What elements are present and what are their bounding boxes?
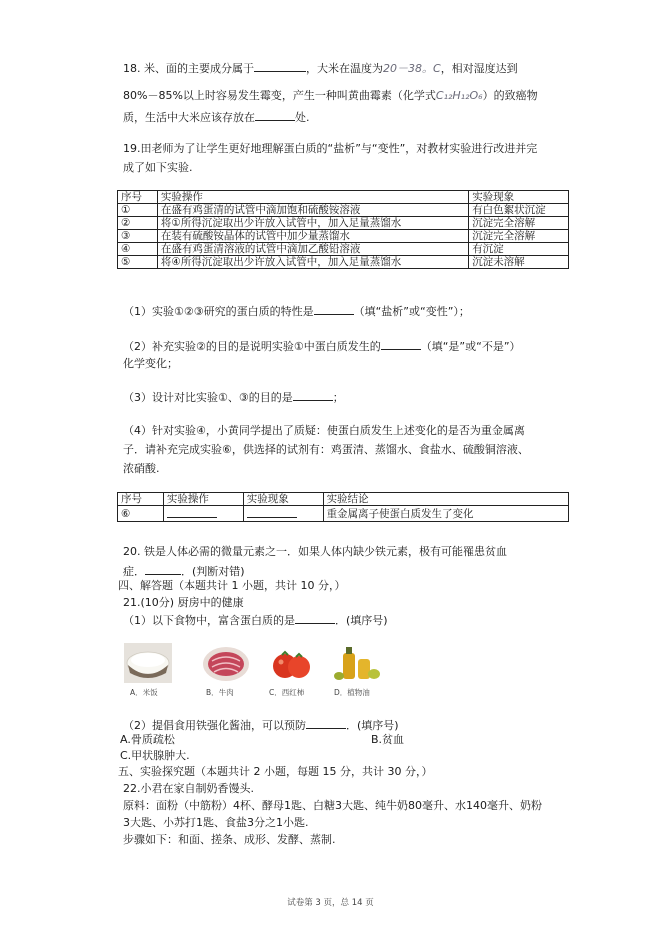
- q19-text: （填“是”或“不是”）: [420, 340, 521, 353]
- q22-title: 22.小君在家自制奶香馒头.: [123, 782, 254, 795]
- q19-sub-4-line-1: （4）针对实验④，小黄同学提出了质疑：使蛋白质发生上述变化的是否为重金属离: [123, 424, 525, 437]
- q20-line-2: [123, 563, 245, 579]
- q22-materials-1: 原料：面粉（中筋粉）4杯、酵母1匙、白糖3大匙、纯牛奶80毫升、水140毫升、奶粉: [123, 799, 542, 812]
- q19-text: （3）设计对比实验①、③的目的是: [123, 391, 293, 404]
- table-cell-blank[interactable]: [243, 506, 323, 522]
- q21-title: 21.(10分) 厨房中的健康: [123, 596, 244, 609]
- q19-intro-1: 19.田老师为了让学生更好地理解蛋白质的“盐析”与“变性”，对教材实验进行改进并完: [123, 142, 538, 155]
- q19-text: （1）实验①②③研究的蛋白质的特性是: [123, 305, 314, 318]
- q21-text: （1）以下食物中，富含蛋白质的是: [123, 614, 295, 627]
- table-cell: 重金属离子使蛋白质发生了变化: [323, 506, 568, 522]
- q19-blank-3[interactable]: [293, 389, 333, 401]
- table-cell: 沉淀未溶解: [469, 256, 569, 269]
- q18-text: 18. 米、面的主要成分属于: [123, 62, 254, 75]
- table-cell: 沉淀完全溶解: [469, 230, 569, 243]
- table-cell: 沉淀完全溶解: [469, 217, 569, 230]
- vegetable-oil-image: [333, 643, 381, 683]
- q21-text: （2）提倡食用铁强化酱油，可以预防: [123, 719, 306, 732]
- table-row: [118, 256, 569, 269]
- q21-option-a: A.骨质疏松: [120, 733, 175, 746]
- q21-sub-2: [123, 717, 399, 733]
- table-cell: 有白色絮状沉淀: [469, 204, 569, 217]
- table-row: [118, 243, 569, 256]
- q18-line-3: [123, 109, 310, 125]
- table-cell-blank[interactable]: [163, 506, 243, 522]
- q19-sub-2-cont: 化学变化；: [123, 357, 178, 370]
- q19-text: （填“盐析”或“变性”）；: [353, 305, 470, 318]
- table-cell: ①: [118, 204, 158, 217]
- table-header-row: [118, 191, 569, 204]
- q19-blank-1[interactable]: [314, 303, 354, 315]
- q22-steps: 步骤如下：和面、搓条、成形、发酵、蒸制.: [123, 833, 336, 846]
- tomato-image: [268, 643, 316, 683]
- q21-text: ．(填序号): [346, 719, 399, 732]
- q19-sub-3: [123, 389, 344, 405]
- q19-supplement-table: [117, 492, 569, 522]
- q21-sub-1: [123, 612, 388, 628]
- table-row: [118, 217, 569, 230]
- table-cell: ⑤: [118, 256, 158, 269]
- answer-blank[interactable]: [167, 506, 217, 518]
- food-caption: B．牛肉: [206, 688, 234, 697]
- table-header: 实验结论: [323, 493, 568, 506]
- table-cell: 有沉淀: [469, 243, 569, 256]
- table-cell: 将④所得沉淀取出少许放入试管中，加入足量蒸馏水: [157, 256, 468, 269]
- q21-blank-1[interactable]: [295, 612, 335, 624]
- q18-temp: 20－38: [383, 62, 422, 75]
- table-cell: ②: [118, 217, 158, 230]
- table-row: [118, 204, 569, 217]
- table-header: 实验操作: [157, 191, 468, 204]
- q21-option-c: C.甲状腺肿大.: [120, 749, 190, 762]
- table-header: 序号: [118, 191, 158, 204]
- q18-text: 质，生活中大米应该存放在: [123, 111, 255, 124]
- q18-text: ）的致癌物: [482, 89, 538, 102]
- q21-option-b: B.贫血: [371, 733, 405, 746]
- food-caption: A．米饭: [130, 688, 158, 697]
- table-cell: 在盛有鸡蛋清的试管中滴加饱和硫酸铵溶液: [157, 204, 468, 217]
- q18-text: ，大米在温度为: [306, 62, 383, 75]
- q19-sub-4-line-3: 浓硝酸.: [123, 462, 160, 475]
- q18-blank-1[interactable]: [254, 60, 306, 72]
- table-cell: 将①所得沉淀取出少许放入试管中，加入足量蒸馏水: [157, 217, 468, 230]
- q20-line-1: 20. 铁是人体必需的微量元素之一．如果人体内缺少铁元素，极有可能罹患贫血: [123, 545, 507, 558]
- q18-formula: C₁₂H₁₂O₆: [435, 89, 483, 102]
- q20-blank[interactable]: [145, 563, 181, 575]
- table-header: 实验现象: [243, 493, 323, 506]
- table-cell: 在盛有鸡蛋清溶液的试管中滴加乙酸铅溶液: [157, 243, 468, 256]
- q19-sub-4-line-2: 子．请补充完成实验⑥，供选择的试剂有：鸡蛋清、蒸馏水、食盐水、硫酸铜溶液、: [123, 443, 529, 456]
- table-cell: ③: [118, 230, 158, 243]
- table-header: 实验现象: [469, 191, 569, 204]
- q21-text: ．(填序号): [335, 614, 388, 627]
- q18-blank-2[interactable]: [255, 109, 295, 121]
- q19-sub-2: [123, 338, 521, 354]
- table-cell: 在装有硫酸铵晶体的试管中加少量蒸馏水: [157, 230, 468, 243]
- table-cell: ④: [118, 243, 158, 256]
- section-5-heading: 五、实验探究题（本题共计 2 小题，每题 15 分，共计 30 分，）: [118, 765, 433, 778]
- q19-sub-1: [123, 303, 470, 319]
- q18-temp-unit: 。C: [422, 62, 441, 75]
- rice-bowl-image: [124, 643, 172, 683]
- food-caption: C．西红柿: [269, 688, 305, 697]
- q18-line-1: [123, 60, 518, 76]
- q20-text: 症．: [123, 565, 145, 578]
- beef-slices-image: [202, 643, 250, 683]
- table-header: 序号: [118, 493, 164, 506]
- answer-blank[interactable]: [247, 506, 297, 518]
- table-row: [118, 230, 569, 243]
- section-4-heading: 四、解答题（本题共计 1 小题，共计 10 分，）: [118, 579, 346, 592]
- q18-text: ，相对湿度达到: [440, 62, 518, 75]
- q19-blank-2[interactable]: [381, 338, 421, 350]
- q20-text: ．(判断对错): [181, 565, 245, 578]
- table-cell: ⑥: [118, 506, 164, 522]
- food-caption: D．植物油: [334, 688, 370, 697]
- table-header-row: [118, 493, 569, 506]
- page-footer: 试卷第 3 页，总 14 页: [287, 898, 374, 908]
- q19-text: ；: [332, 391, 344, 404]
- q18-text: 80%－85%以上时容易发生霉变，产生一种叫黄曲霉素（化学式: [123, 89, 436, 102]
- q21-blank-2[interactable]: [306, 717, 346, 729]
- q19-experiment-table: [117, 190, 569, 269]
- q18-line-2: [123, 89, 538, 103]
- q19-intro-2: 成了如下实验.: [123, 161, 193, 174]
- q19-text: （2）补充实验②的目的是说明实验①中蛋白质发生的: [123, 340, 381, 353]
- table-header: 实验操作: [163, 493, 243, 506]
- table-row: [118, 506, 569, 522]
- q18-text: 处.: [295, 111, 310, 124]
- q22-materials-2: 3大匙、小苏打1匙、食盐3分之1小匙.: [123, 816, 309, 829]
